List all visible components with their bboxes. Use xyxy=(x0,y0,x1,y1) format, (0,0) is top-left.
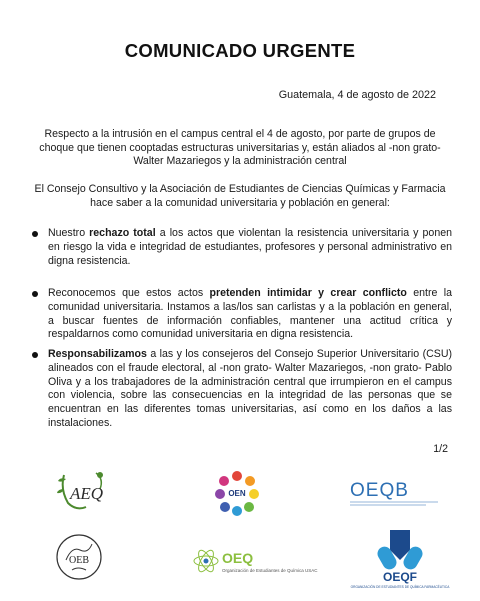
date-line: Guatemala, 4 de agosto de 2022 xyxy=(278,89,436,101)
page-title: COMUNICADO URGENTE xyxy=(124,40,356,61)
oeqb-logo xyxy=(346,472,446,512)
bullet-item: Nuestro rechazo total a los actos que violentan la resistencia universitaria y ponen en riesgo la vida e integridad de estudiantes, profesores y personal administrativo en digna resistencia. xyxy=(48,227,452,268)
aeq-logo xyxy=(52,465,112,515)
bullet-dot-icon xyxy=(32,352,38,358)
oeq-logo-subtext: Organización de Estudiantes de Química USAC xyxy=(222,568,318,573)
oeq-logo xyxy=(192,543,332,581)
oeb-logo xyxy=(52,530,106,584)
oeqb-logo-text: OEQB xyxy=(350,480,409,501)
aeq-logo-text: AEQ xyxy=(70,484,104,503)
intro-paragraph: Respecto a la intrusión en el campus central el 4 de agosto, por parte de grupos de choque que tienen cooptadas estructuras universitarias y, están aliados al -non grato- Walter Mazariegos y la administración central xyxy=(39,128,441,167)
intro-paragraph-2: El Consejo Consultivo y la Asociación de Estudiantes de Ciencias Químicas y Farmacia hace saber a la comunidad universitaria y población en general: xyxy=(34,183,446,209)
bullet-item: Responsabilizamos a las y los consejeros del Consejo Superior Universitario (CSU) alineados con el fraude electoral, al -non grato- Walter Mazariegos, -non grato- Pablo Oliva y a los trabajadores de la administración central que irrumpieron en el campus con violencia, sobre las consecuencias en la integridad de las personas que se encuentran en las diferentes tomas universitarias, así como en los daños a las instalaciones. xyxy=(48,348,452,431)
oeqf-logo xyxy=(350,526,450,594)
bullet-dot-icon xyxy=(32,291,38,297)
oeqf-logo-text: OEQF xyxy=(382,570,418,584)
oeq-logo-text: OEQ xyxy=(222,550,254,566)
page-number: 1/2 xyxy=(433,443,448,455)
bullet-dot-icon xyxy=(32,231,38,237)
bullet-item: Reconocemos que estos actos pretenden intimidar y crear conflicto entre la comunidad universitaria. Instamos a las/los san carlistas y a la población en general, a buscar fuentes de información confiables, mantener una actitud crítica y respaldarnos como comunidad universitaria en digna resistencia. xyxy=(48,287,452,342)
oen-logo xyxy=(212,468,262,518)
oeb-logo-text: OEB xyxy=(69,555,89,566)
oeqf-logo-subtext: ORGANIZACIÓN DE ESTUDIANTES DE QUÍMICA FARMACÉUTICA xyxy=(350,585,450,589)
oen-logo-text: OEN xyxy=(228,489,246,498)
